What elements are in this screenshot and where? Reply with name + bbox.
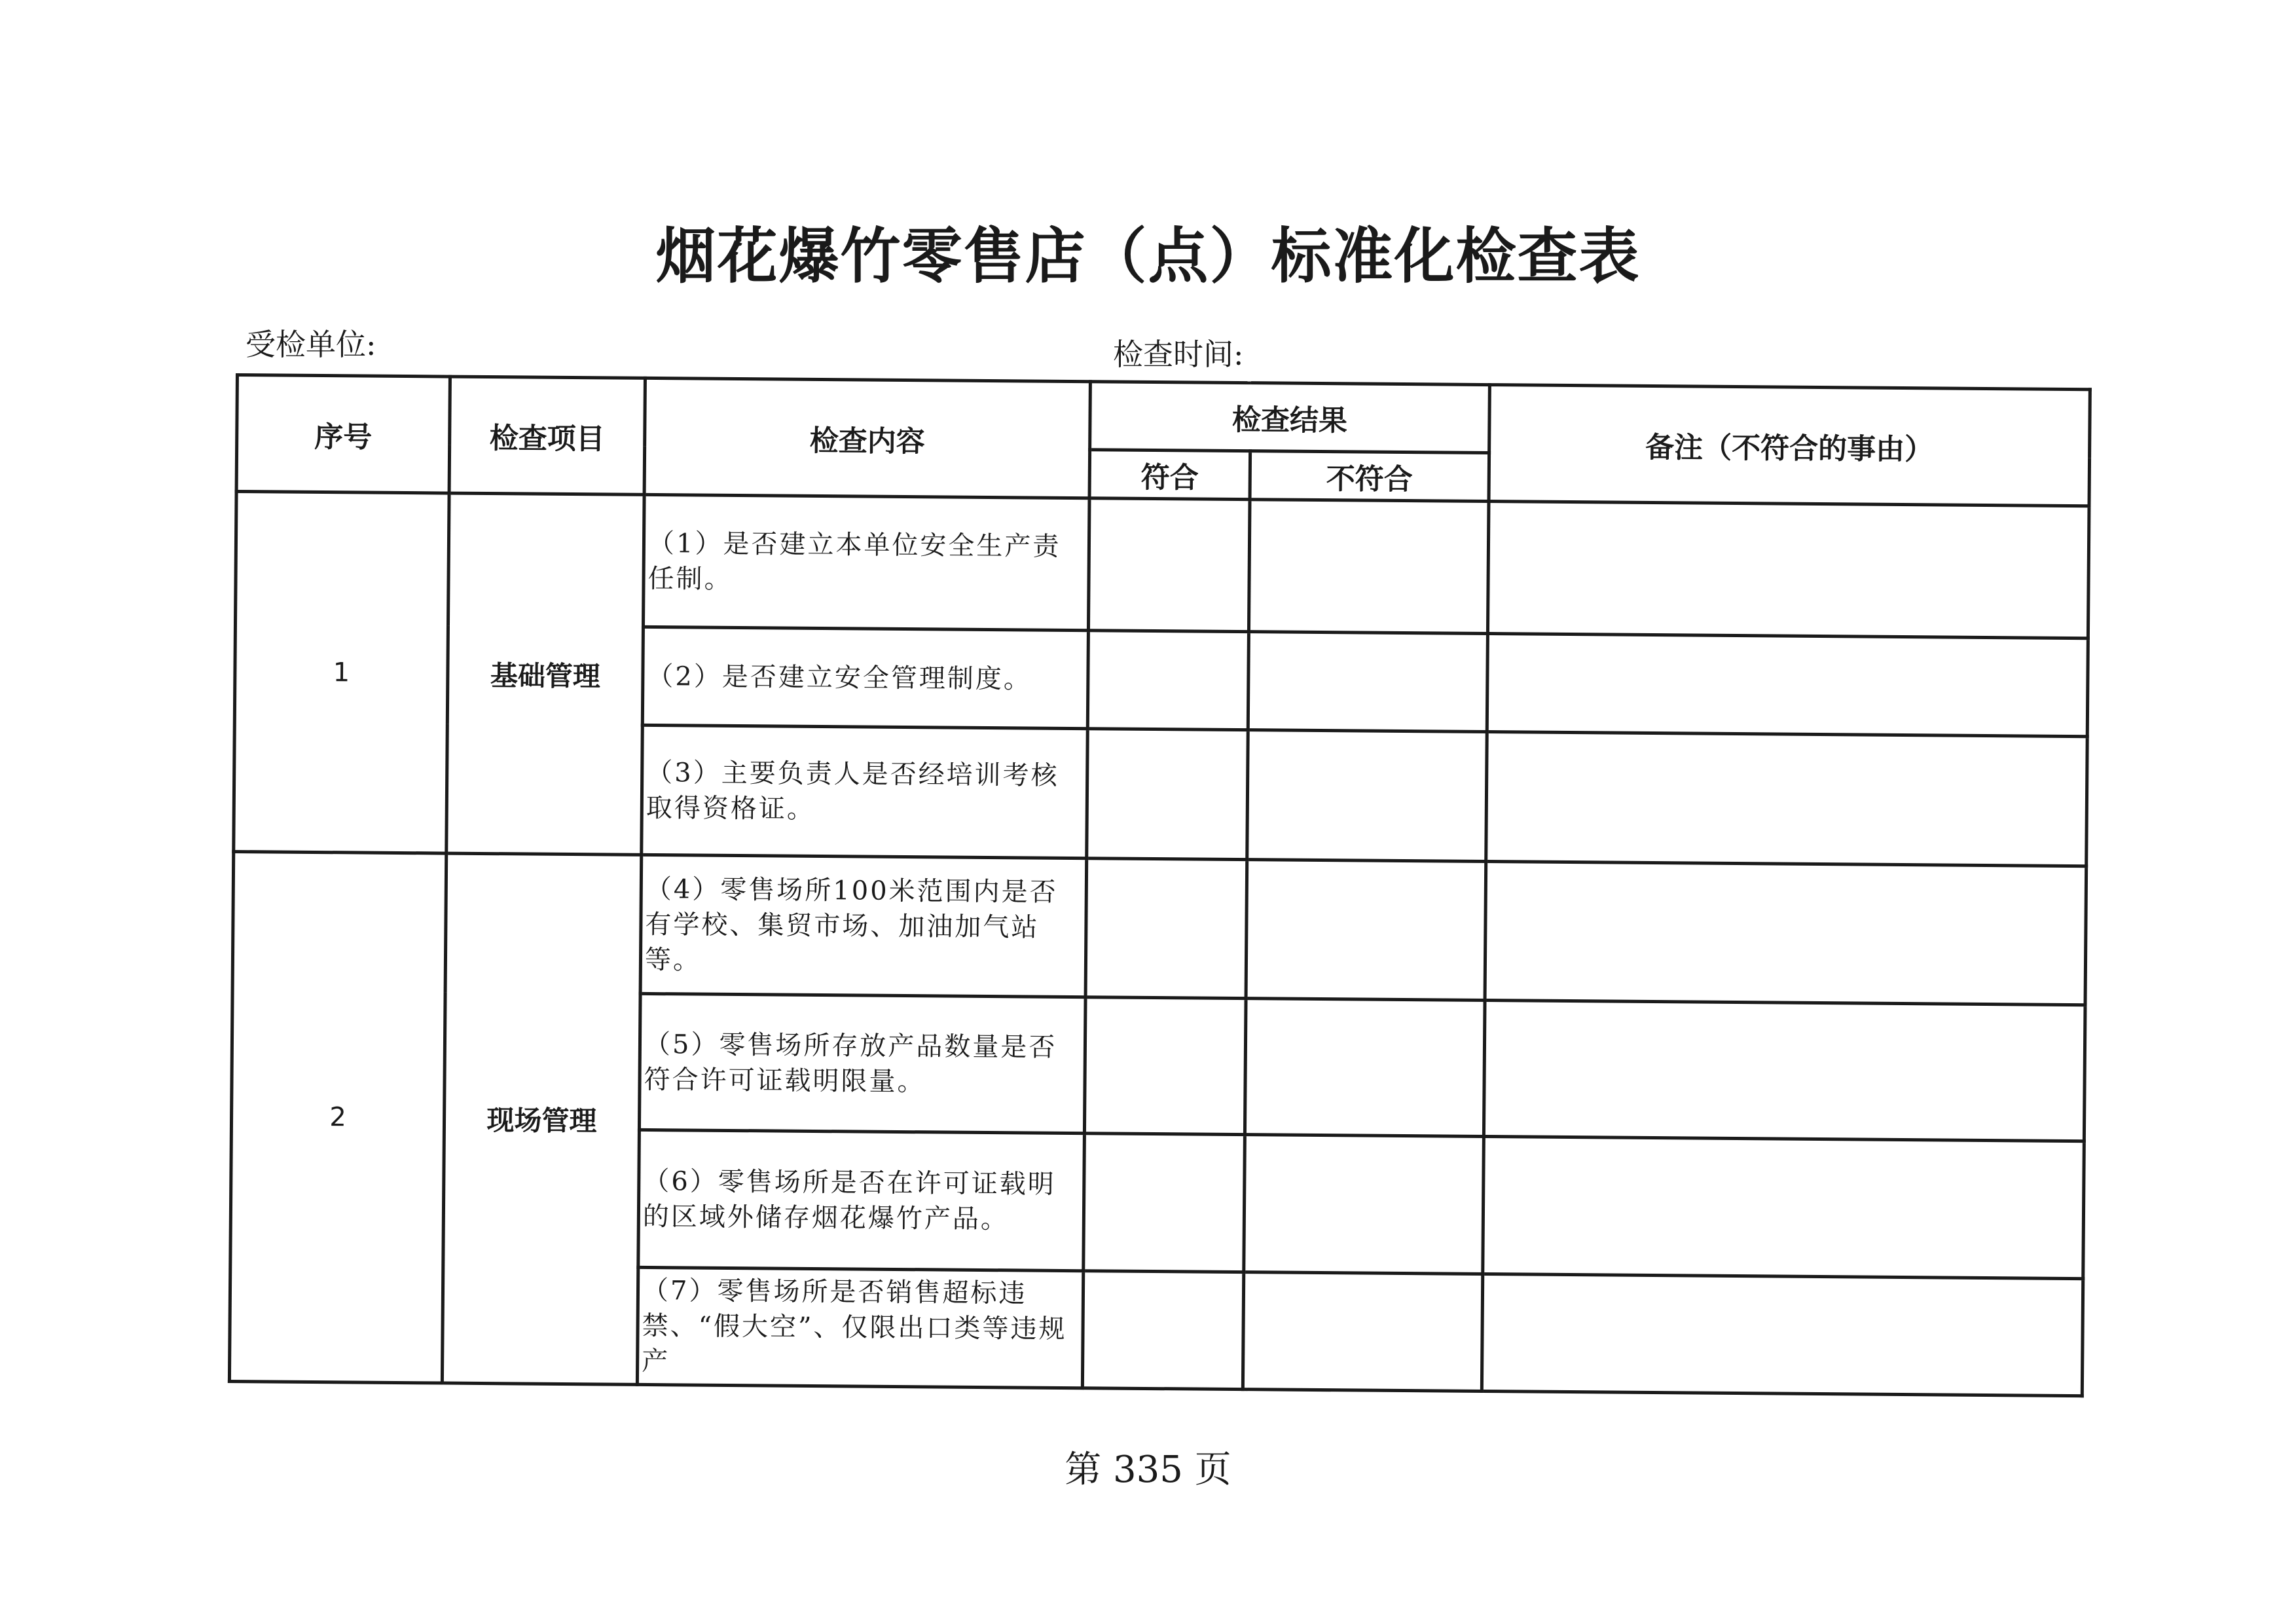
non-compliant-cell[interactable] [1243, 1272, 1482, 1392]
table-row [232, 851, 2086, 1005]
group-item-name: 基础管理 [446, 493, 644, 855]
check-content: （1）是否建立本单位安全生产责任制。 [643, 494, 1089, 630]
header-compliant: 符合 [1089, 450, 1250, 500]
non-compliant-cell[interactable] [1247, 730, 1487, 862]
non-compliant-cell[interactable] [1244, 1135, 1484, 1274]
header-serial-number: 序号 [236, 375, 450, 494]
check-content: （5）零售场所存放产品数量是否符合许可证载明限量。 [639, 993, 1085, 1133]
compliant-cell[interactable] [1084, 997, 1246, 1135]
remarks-cell[interactable] [1483, 1137, 2085, 1279]
table-row [235, 492, 2088, 638]
document-title: 烟花爆竹零售店（点）标准化检查表 [655, 221, 1641, 291]
header-remarks: 备注（不符合的事由） [1489, 385, 2090, 506]
remarks-cell[interactable] [1487, 502, 2089, 638]
check-content: （4）零售场所100米范围内是否有学校、集贸市场、加油加气站等。 [640, 855, 1087, 997]
group-number: 1 [234, 492, 449, 854]
remarks-cell[interactable] [1484, 1001, 2085, 1141]
compliant-cell[interactable] [1082, 1271, 1243, 1390]
check-content: （3）主要负责人是否经培训考核取得资格证。 [642, 725, 1088, 858]
group-item-name: 现场管理 [442, 853, 641, 1384]
check-content: （2）是否建立安全管理制度。 [642, 627, 1088, 728]
compliant-cell[interactable] [1085, 858, 1247, 999]
non-compliant-cell[interactable] [1245, 999, 1485, 1137]
inspected-unit-label: 受检单位: [246, 327, 376, 362]
inspection-time-label: 检查时间: [1113, 337, 1244, 372]
group-number: 2 [229, 851, 446, 1383]
check-content: （7）零售场所是否销售超标违禁、“假大空”、仅限出口类等违规产 [637, 1267, 1083, 1388]
compliant-cell[interactable] [1084, 1134, 1245, 1272]
non-compliant-cell[interactable] [1248, 632, 1487, 732]
page-number: 第 335 页 [1065, 1449, 1231, 1491]
check-content: （6）零售场所是否在许可证载明的区域外储存烟花爆竹产品。 [638, 1130, 1085, 1270]
header-inspection-result: 检查结果 [1090, 382, 1490, 453]
header-non-compliant: 不符合 [1250, 451, 1489, 502]
compliant-cell[interactable] [1087, 729, 1248, 860]
compliant-cell[interactable] [1087, 631, 1248, 730]
compliant-cell[interactable] [1088, 498, 1250, 632]
non-compliant-cell[interactable] [1246, 860, 1486, 1001]
header-inspection-item: 检查项目 [449, 377, 645, 494]
inspection-table [228, 373, 2092, 1397]
remarks-cell[interactable] [1482, 1274, 2083, 1396]
remarks-cell[interactable] [1486, 732, 2088, 866]
header-inspection-content: 检查内容 [644, 378, 1090, 498]
non-compliant-cell[interactable] [1248, 500, 1489, 634]
remarks-cell[interactable] [1485, 862, 2086, 1005]
remarks-cell[interactable] [1487, 634, 2088, 737]
